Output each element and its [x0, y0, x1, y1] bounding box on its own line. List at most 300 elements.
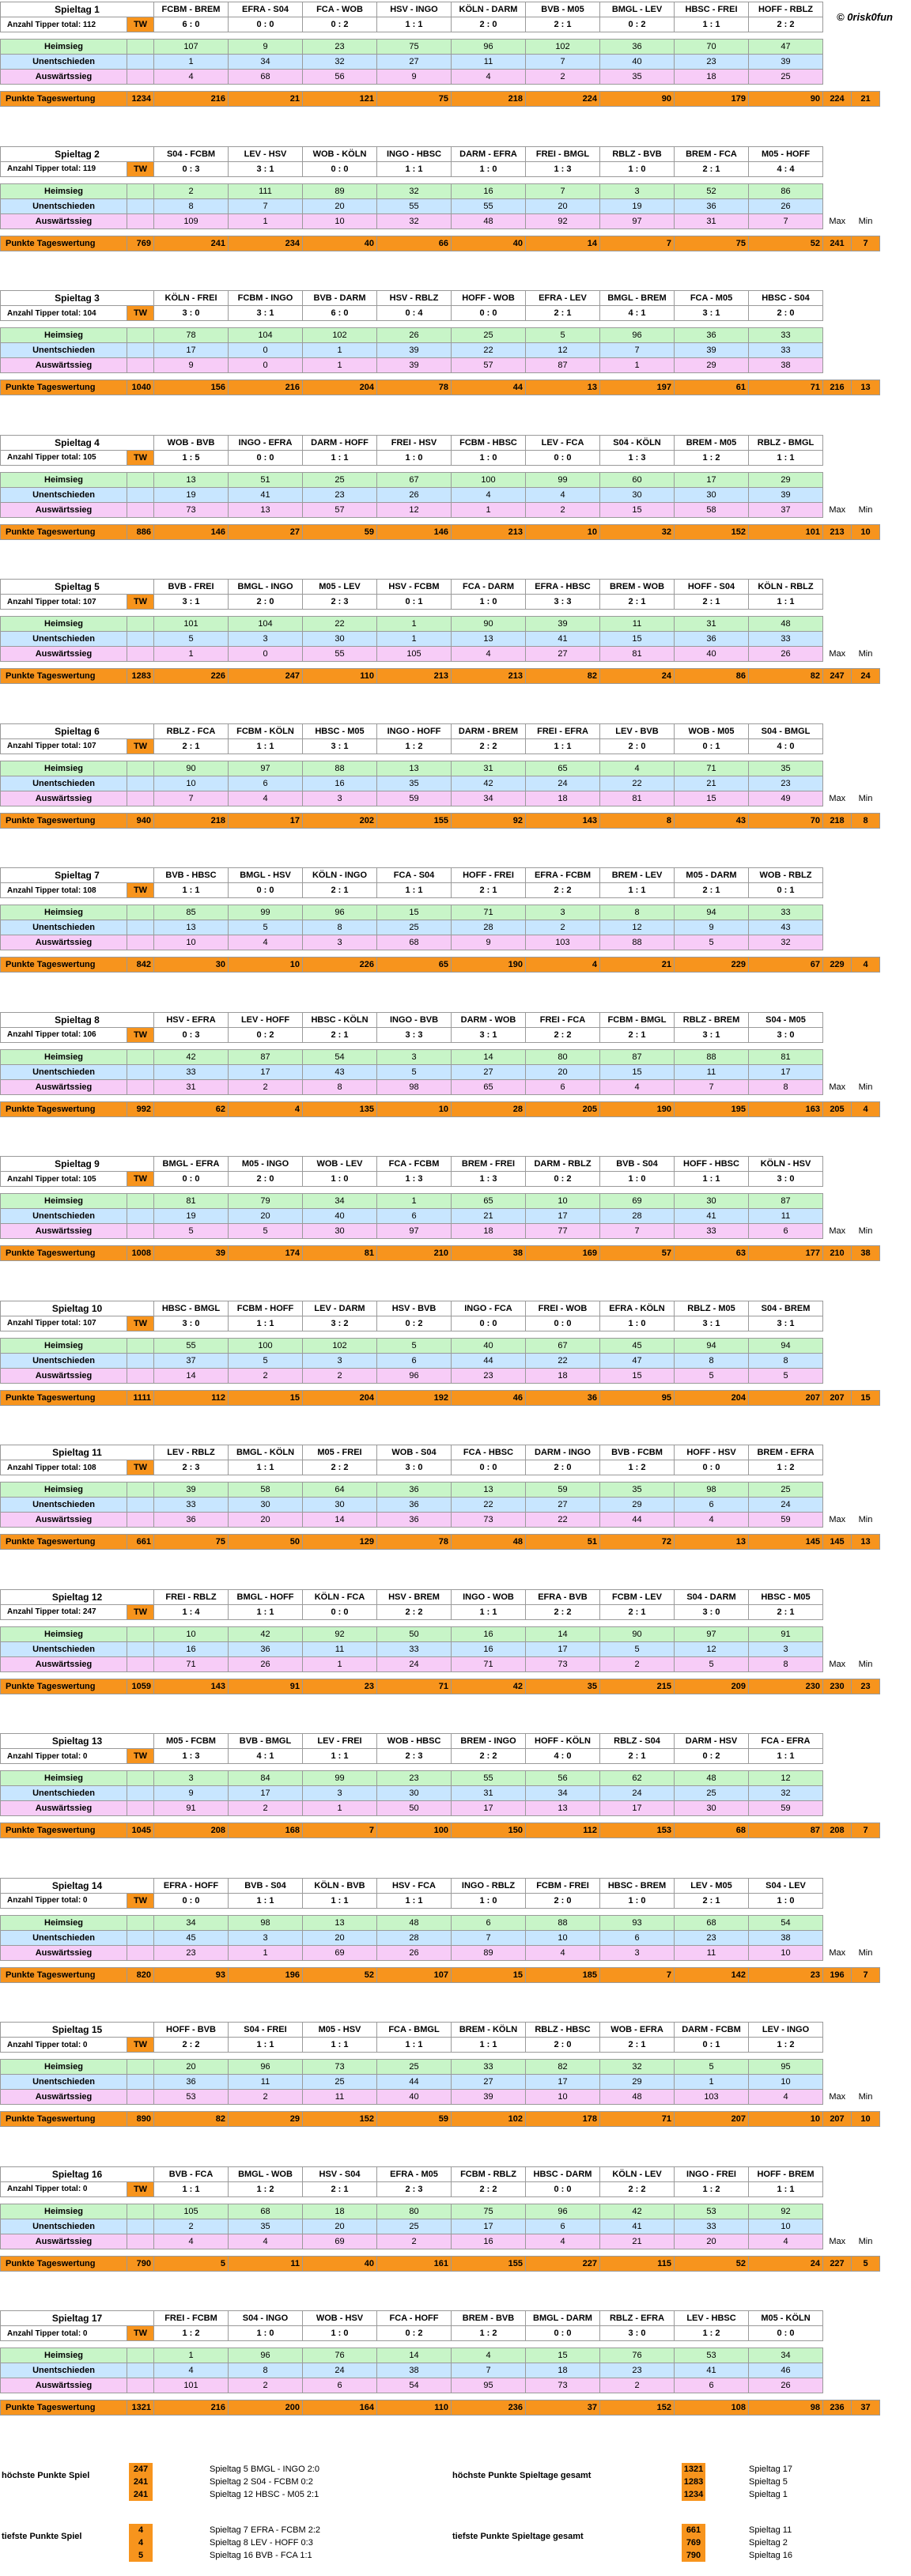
tip-count: 32	[749, 935, 823, 950]
min-value: 7	[852, 236, 880, 251]
spieltag-title: Spieltag 4	[1, 435, 154, 450]
match-header: EFRA - M05	[377, 2166, 452, 2181]
summary-desc: Spieltag 11	[749, 2525, 792, 2535]
match-score: 2 : 1	[600, 2038, 675, 2053]
tw-badge: TW	[127, 2181, 154, 2196]
match-points: 190	[452, 958, 526, 973]
heimsieg-row	[1, 1771, 880, 1786]
match-points: 4	[229, 1101, 303, 1116]
match-header: HOFF - HBSC	[675, 1157, 749, 1172]
tip-count: 34	[303, 1194, 377, 1209]
tip-count: 1	[377, 617, 452, 632]
match-score: 2 : 0	[229, 1172, 303, 1187]
match-score: 0 : 0	[452, 1316, 526, 1331]
tip-count: 22	[600, 776, 675, 791]
match-score: 0 : 2	[377, 2326, 452, 2341]
tip-count: 7	[600, 1224, 675, 1239]
tip-count: 23	[303, 40, 377, 55]
match-points: 143	[526, 813, 600, 828]
spieltag-title: Spieltag 6	[1, 723, 154, 738]
match-points: 209	[675, 1679, 749, 1694]
tip-count: 7	[526, 55, 600, 70]
unentschieden-row	[1, 1641, 880, 1656]
min-label: Min	[852, 1513, 880, 1528]
match-points: 36	[526, 1390, 600, 1405]
tip-count: 42	[154, 1049, 229, 1064]
punkte-label: Punkte Tageswertung	[1, 2256, 127, 2271]
match-header: BVB - FCBM	[600, 1445, 675, 1460]
spieltag-title: Spieltag 13	[1, 1734, 154, 1749]
match-header: HSV - S04	[303, 2166, 377, 2181]
tip-count: 89	[303, 183, 377, 198]
match-points: 197	[600, 380, 675, 395]
tip-count: 11	[749, 1209, 823, 1224]
tip-count: 13	[154, 472, 229, 487]
match-score: 0 : 2	[675, 1749, 749, 1764]
match-score: 2 : 2	[600, 2181, 675, 2196]
min-value: 21	[852, 92, 880, 107]
row-label: Auswärtssieg	[1, 791, 127, 806]
match-header: BREM - BVB	[452, 2311, 526, 2326]
match-points: 78	[377, 1535, 452, 1550]
match-points: 29	[229, 2112, 303, 2127]
tip-count: 26	[229, 1656, 303, 1671]
match-score: 0 : 0	[675, 1460, 749, 1475]
match-points: 10	[377, 1101, 452, 1116]
tip-count: 40	[675, 647, 749, 662]
tip-count: 20	[675, 2234, 749, 2249]
match-points: 87	[749, 1823, 823, 1838]
tip-count: 25	[303, 2075, 377, 2090]
spieltag-table	[0, 867, 880, 973]
match-header: S04 - LEV	[749, 1878, 823, 1893]
match-header: INGO - WOB	[452, 1589, 526, 1604]
tip-count: 59	[749, 1801, 823, 1816]
match-points: 82	[154, 2112, 229, 2127]
max-value: 208	[823, 1823, 852, 1838]
match-points: 152	[600, 2400, 675, 2415]
match-header: FCBM - LEV	[600, 1589, 675, 1604]
match-header: WOB - KÖLN	[303, 146, 377, 161]
unentschieden-row	[1, 776, 880, 791]
tip-count: 6	[526, 2219, 600, 2234]
max-value: 207	[823, 1390, 852, 1405]
tip-count: 17	[600, 1801, 675, 1816]
auswaertssieg-row	[1, 1945, 880, 1960]
tip-count: 86	[749, 183, 823, 198]
match-header: HOFF - WOB	[452, 291, 526, 306]
match-points: 161	[377, 2256, 452, 2271]
tip-count: 33	[749, 343, 823, 358]
match-points: 63	[675, 1246, 749, 1261]
tip-count: 45	[154, 1930, 229, 1945]
tip-count: 50	[377, 1801, 452, 1816]
row-label: Heimsieg	[1, 617, 127, 632]
match-score: 1 : 1	[229, 2038, 303, 2053]
tip-count: 41	[526, 632, 600, 647]
match-header: EFRA - HBSC	[526, 580, 600, 595]
match-points: 91	[229, 1679, 303, 1694]
tip-count: 25	[377, 2219, 452, 2234]
highest-match-values	[129, 2463, 153, 2501]
auswaertssieg-row	[1, 1656, 880, 1671]
tip-count: 2	[377, 2234, 452, 2249]
tip-count: 12	[377, 502, 452, 517]
match-score: 0 : 4	[377, 306, 452, 321]
tip-count: 94	[675, 1338, 749, 1353]
tip-count: 9	[154, 1786, 229, 1801]
match-header: FREI - FCA	[526, 1012, 600, 1027]
tip-count: 59	[749, 1513, 823, 1528]
match-score: 2 : 2	[749, 17, 823, 32]
match-score: 0 : 1	[675, 2038, 749, 2053]
tip-count: 4	[452, 487, 526, 502]
min-value: 24	[852, 669, 880, 684]
match-points: 40	[452, 236, 526, 251]
min-value: 4	[852, 1101, 880, 1116]
match-score: 3 : 3	[526, 595, 600, 610]
unentschieden-row	[1, 1498, 880, 1513]
match-score: 1 : 5	[154, 450, 229, 465]
match-points: 216	[229, 380, 303, 395]
tip-count: 9	[229, 40, 303, 55]
match-score: 2 : 0	[452, 17, 526, 32]
tip-count: 7	[452, 2363, 526, 2378]
match-points: 7	[600, 1967, 675, 1982]
tip-count: 2	[600, 1656, 675, 1671]
match-score: 0 : 0	[526, 450, 600, 465]
match-points: 23	[303, 1679, 377, 1694]
punkte-label: Punkte Tageswertung	[1, 236, 127, 251]
copyright-notice: © 0risk0fun	[837, 11, 893, 23]
match-score: 1 : 0	[452, 1893, 526, 1908]
match-points: 155	[452, 2256, 526, 2271]
heimsieg-row	[1, 905, 880, 920]
tw-badge: TW	[127, 306, 154, 321]
tip-count: 22	[452, 343, 526, 358]
tip-count: 67	[526, 1338, 600, 1353]
tip-count: 25	[675, 1786, 749, 1801]
match-points: 143	[154, 1679, 229, 1694]
heimsieg-row	[1, 2060, 880, 2075]
match-points: 236	[452, 2400, 526, 2415]
tip-count: 48	[675, 1771, 749, 1786]
match-score: 1 : 1	[303, 2038, 377, 2053]
match-score: 1 : 0	[600, 1172, 675, 1187]
tw-badge: TW	[127, 450, 154, 465]
match-score: 0 : 0	[229, 17, 303, 32]
tip-count: 25	[749, 70, 823, 85]
tip-count: 94	[675, 905, 749, 920]
unentschieden-row	[1, 1786, 880, 1801]
highest-match-descs	[210, 2463, 319, 2501]
tip-count: 2	[229, 1368, 303, 1383]
match-score: 0 : 0	[303, 1604, 377, 1619]
tip-count: 55	[452, 1771, 526, 1786]
tip-count: 23	[377, 1771, 452, 1786]
match-score: 1 : 3	[452, 1172, 526, 1187]
tip-count: 19	[154, 1209, 229, 1224]
tip-count: 96	[600, 328, 675, 343]
tip-count: 111	[229, 183, 303, 198]
match-score: 2 : 1	[600, 1027, 675, 1042]
auswaertssieg-row	[1, 1368, 880, 1383]
tip-count: 1	[377, 632, 452, 647]
tip-count: 48	[377, 1915, 452, 1930]
tip-count: 9	[675, 920, 749, 935]
heimsieg-row	[1, 1483, 880, 1498]
tip-count: 71	[154, 1656, 229, 1671]
match-points: 145	[749, 1535, 823, 1550]
match-header: M05 - LEV	[303, 580, 377, 595]
summary-desc: Spieltag 5	[749, 2477, 788, 2487]
match-header: BVB - S04	[229, 1878, 303, 1893]
tip-count: 27	[452, 1064, 526, 1079]
row-label: Unentschieden	[1, 198, 127, 213]
summary-desc: Spieltag 16	[749, 2551, 793, 2560]
max-value: 205	[823, 1101, 852, 1116]
summary-desc: Spieltag 16 BVB - FCA 1:1	[210, 2551, 312, 2560]
max-value: 218	[823, 813, 852, 828]
tip-count: 31	[452, 761, 526, 776]
tip-count: 96	[526, 2204, 600, 2219]
max-label: Max	[823, 1945, 852, 1960]
tw-total: 1059	[127, 1679, 154, 1694]
row-label: Unentschieden	[1, 1498, 127, 1513]
tip-count: 11	[303, 2090, 377, 2105]
tip-count: 10	[749, 2075, 823, 2090]
tip-count: 55	[377, 198, 452, 213]
tw-total: 820	[127, 1967, 154, 1982]
match-points: 190	[600, 1101, 675, 1116]
punkte-label: Punkte Tageswertung	[1, 2112, 127, 2127]
tw-total: 769	[127, 236, 154, 251]
tip-count: 5	[154, 632, 229, 647]
punkte-label: Punkte Tageswertung	[1, 813, 127, 828]
match-points: 208	[154, 1823, 229, 1838]
tip-count: 36	[377, 1498, 452, 1513]
tip-count: 34	[452, 791, 526, 806]
tip-count: 73	[154, 502, 229, 517]
match-score: 3 : 1	[452, 1027, 526, 1042]
match-header: BREM - LEV	[600, 868, 675, 883]
match-points: 46	[452, 1390, 526, 1405]
tip-count: 20	[229, 1513, 303, 1528]
unentschieden-row	[1, 632, 880, 647]
max-value: 224	[823, 92, 852, 107]
match-score: 3 : 3	[377, 1027, 452, 1042]
tw-total: 1008	[127, 1246, 154, 1261]
match-score: 2 : 1	[303, 2181, 377, 2196]
tip-count: 69	[600, 1194, 675, 1209]
match-points: 192	[377, 1390, 452, 1405]
tip-count: 30	[675, 1801, 749, 1816]
match-points: 75	[675, 236, 749, 251]
match-points: 62	[154, 1101, 229, 1116]
punkte-row	[1, 524, 880, 539]
tip-count: 13	[377, 761, 452, 776]
tip-count: 53	[675, 2204, 749, 2219]
spieltag-title: Spieltag 15	[1, 2023, 154, 2038]
match-header: INGO - HOFF	[377, 723, 452, 738]
match-score: 0 : 1	[749, 883, 823, 898]
row-label: Heimsieg	[1, 1483, 127, 1498]
match-score: 4 : 0	[749, 738, 823, 754]
match-score: 6 : 0	[303, 306, 377, 321]
match-score: 2 : 0	[526, 1893, 600, 1908]
tip-count: 39	[377, 358, 452, 373]
match-score: 1 : 1	[303, 450, 377, 465]
tip-count: 5	[675, 2060, 749, 2075]
tip-count: 2	[229, 2378, 303, 2393]
match-points: 10	[229, 958, 303, 973]
tip-count: 10	[526, 2090, 600, 2105]
match-points: 168	[229, 1823, 303, 1838]
max-label: Max	[823, 1513, 852, 1528]
spieltag-block	[0, 579, 911, 705]
row-label: Unentschieden	[1, 1930, 127, 1945]
match-points: 50	[229, 1535, 303, 1550]
tip-count: 54	[377, 2378, 452, 2393]
tip-count: 36	[675, 198, 749, 213]
match-points: 92	[452, 813, 526, 828]
match-points: 59	[377, 2112, 452, 2127]
match-header: FCBM - INGO	[229, 291, 303, 306]
match-header: RBLZ - EFRA	[600, 2311, 675, 2326]
tip-count: 43	[749, 920, 823, 935]
spieltag-block	[0, 867, 911, 994]
tw-total: 890	[127, 2112, 154, 2127]
tip-count: 80	[377, 2204, 452, 2219]
tip-count: 13	[229, 502, 303, 517]
match-score: 1 : 1	[452, 1604, 526, 1619]
match-score: 1 : 0	[377, 450, 452, 465]
tip-count: 96	[229, 2348, 303, 2363]
match-score: 3 : 0	[377, 1460, 452, 1475]
min-value: 4	[852, 958, 880, 973]
min-value: 13	[852, 380, 880, 395]
row-label: Heimsieg	[1, 1771, 127, 1786]
row-label: Auswärtssieg	[1, 213, 127, 229]
row-label: Auswärtssieg	[1, 1656, 127, 1671]
spieltag-table	[0, 2022, 880, 2127]
tip-count: 76	[303, 2348, 377, 2363]
tip-count: 30	[600, 487, 675, 502]
match-score: 1 : 0	[452, 595, 526, 610]
match-score: 0 : 0	[229, 450, 303, 465]
tip-count: 13	[452, 632, 526, 647]
tip-count: 97	[675, 1626, 749, 1641]
match-header: HSV - FCBM	[377, 580, 452, 595]
min-label: Min	[852, 502, 880, 517]
match-header: FREI - EFRA	[526, 723, 600, 738]
tip-count: 28	[600, 1209, 675, 1224]
match-score: 1 : 0	[452, 450, 526, 465]
tip-count: 3	[303, 1353, 377, 1368]
row-label: Auswärtssieg	[1, 70, 127, 85]
tip-count: 87	[749, 1194, 823, 1209]
tip-count: 10	[749, 2219, 823, 2234]
tip-count: 96	[303, 905, 377, 920]
match-header: WOB - M05	[675, 723, 749, 738]
tip-count: 104	[229, 617, 303, 632]
highest-day-label: höchste Punkte Spieltage gesamt	[452, 2471, 592, 2480]
tip-count: 58	[229, 1483, 303, 1498]
match-points: 81	[303, 1246, 377, 1261]
tip-count: 41	[600, 2219, 675, 2234]
match-header: BMGL - HSV	[229, 868, 303, 883]
tw-total: 940	[127, 813, 154, 828]
tip-count: 32	[303, 55, 377, 70]
match-score: 1 : 1	[452, 2038, 526, 2053]
max-value: 207	[823, 2112, 852, 2127]
spieltag-title: Spieltag 16	[1, 2166, 154, 2181]
tip-count: 99	[526, 472, 600, 487]
punkte-label: Punkte Tageswertung	[1, 1246, 127, 1261]
match-score: 1 : 3	[600, 450, 675, 465]
tip-count: 71	[452, 1656, 526, 1671]
tip-count: 17	[229, 1064, 303, 1079]
row-label: Unentschieden	[1, 343, 127, 358]
match-points: 174	[229, 1246, 303, 1261]
match-score: 4 : 1	[229, 1749, 303, 1764]
match-points: 218	[154, 813, 229, 828]
match-header: INGO - FREI	[675, 2166, 749, 2181]
auswaertssieg-row	[1, 791, 880, 806]
unentschieden-row	[1, 1353, 880, 1368]
match-points: 107	[377, 1967, 452, 1982]
tw-total: 790	[127, 2256, 154, 2271]
match-header: FCA - WOB	[303, 2, 377, 17]
tip-count: 17	[526, 1209, 600, 1224]
tip-count: 69	[303, 2234, 377, 2249]
match-points: 40	[303, 236, 377, 251]
heimsieg-row	[1, 1338, 880, 1353]
tip-count: 58	[675, 502, 749, 517]
match-header: HOFF - KÖLN	[526, 1734, 600, 1749]
unentschieden-row	[1, 343, 880, 358]
tip-count: 80	[526, 1049, 600, 1064]
tip-count: 4	[600, 1079, 675, 1094]
tip-count: 12	[675, 1641, 749, 1656]
row-label: Auswärtssieg	[1, 1224, 127, 1239]
match-points: 108	[675, 2400, 749, 2415]
tip-count: 98	[229, 1915, 303, 1930]
match-points: 10	[749, 2112, 823, 2127]
tip-count: 12	[749, 1771, 823, 1786]
tip-count: 88	[600, 935, 675, 950]
tip-count: 57	[452, 358, 526, 373]
row-label: Unentschieden	[1, 2363, 127, 2378]
tip-count: 44	[377, 2075, 452, 2090]
match-points: 155	[377, 813, 452, 828]
tip-count: 56	[303, 70, 377, 85]
max-value: 213	[823, 524, 852, 539]
row-label: Heimsieg	[1, 1626, 127, 1641]
lowest-match-descs	[210, 2524, 320, 2562]
spieltag-title: Spieltag 9	[1, 1157, 154, 1172]
min-label: Min	[852, 647, 880, 662]
tip-count: 2	[526, 70, 600, 85]
tip-count: 1	[452, 502, 526, 517]
tip-count: 5	[229, 1224, 303, 1239]
tip-count: 32	[377, 213, 452, 229]
tip-count: 17	[452, 2219, 526, 2234]
spieltag-table	[0, 579, 880, 684]
tip-count: 96	[452, 40, 526, 55]
tipper-total: Anzahl Tipper total: 107	[1, 1316, 127, 1331]
tip-count: 73	[526, 2378, 600, 2393]
